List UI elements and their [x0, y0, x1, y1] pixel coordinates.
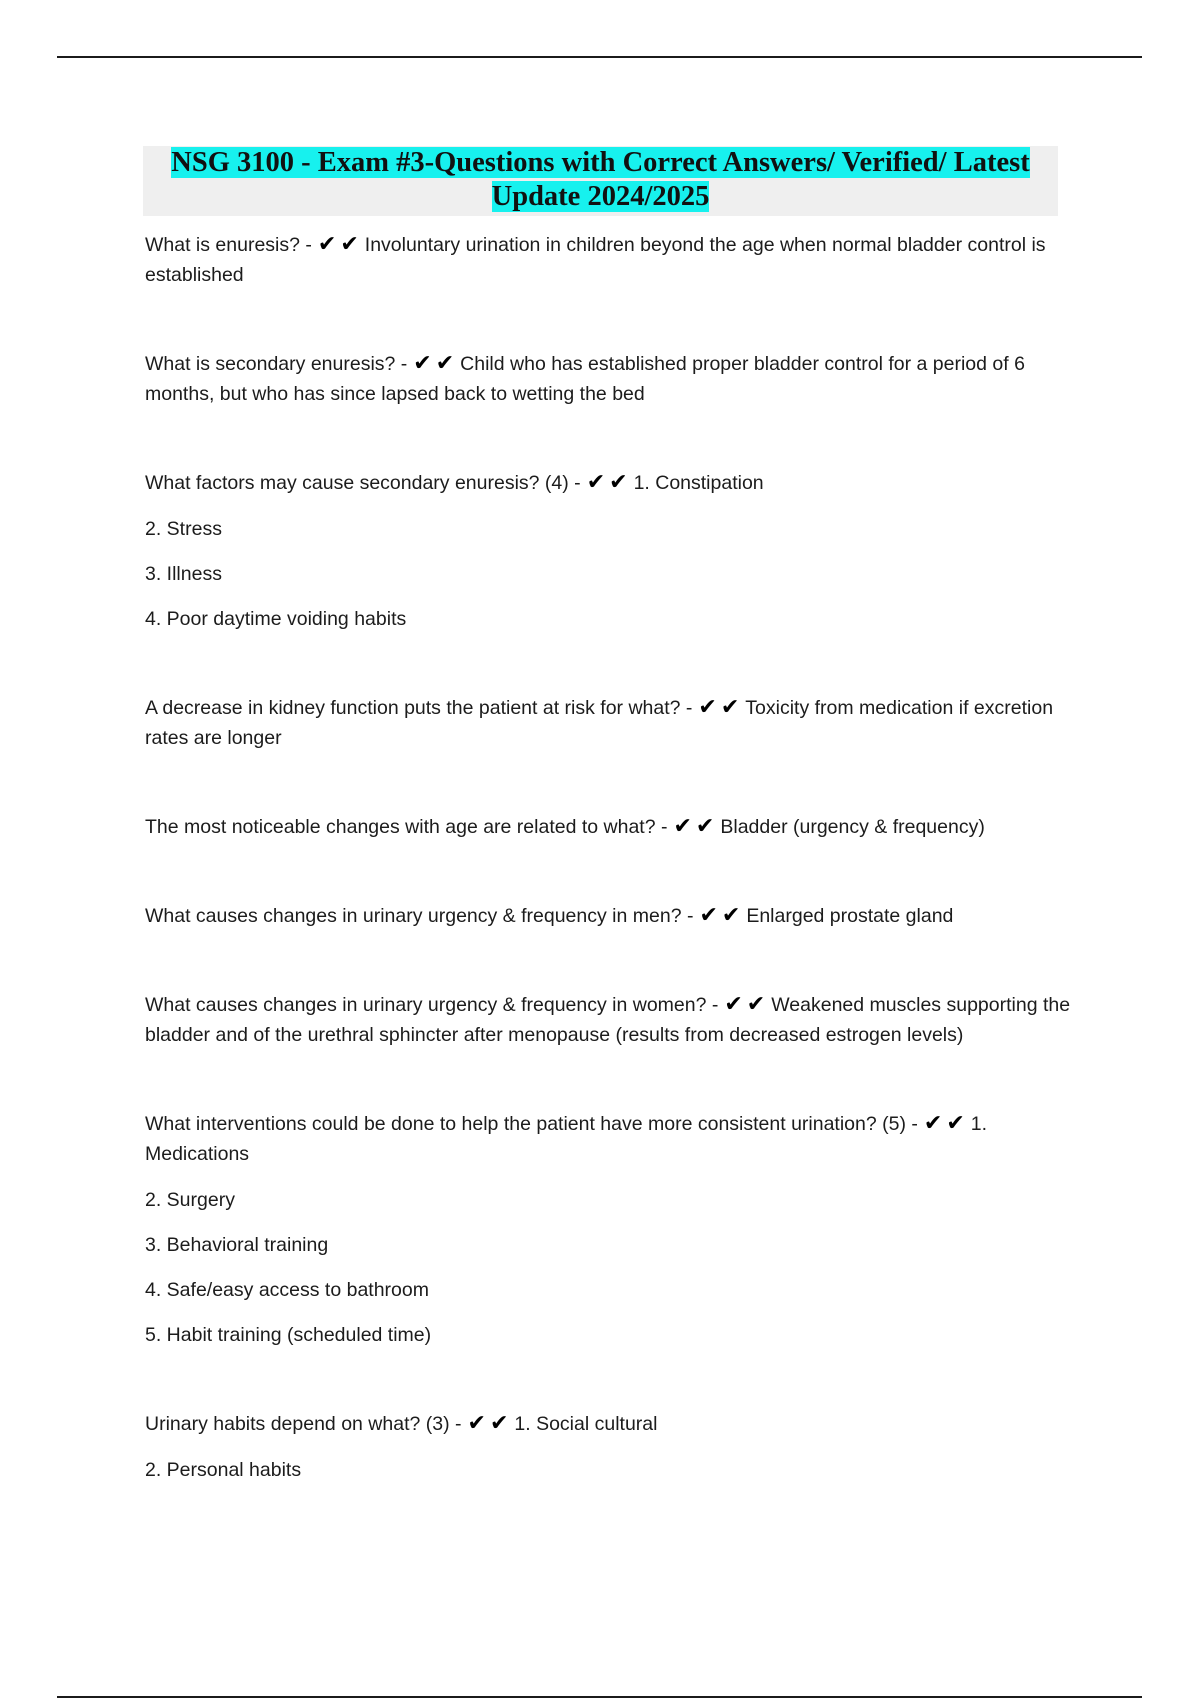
qa-item — [145, 901, 1075, 931]
title-line-2: Update 2024/2025 — [491, 181, 710, 212]
double-check-icon: ✔✔ — [923, 1110, 969, 1135]
answer-text: Toxicity from medication if excretion rates are longer — [145, 697, 1054, 749]
qa-item — [145, 349, 1075, 409]
double-check-icon: ✔✔ — [698, 694, 744, 719]
top-rule — [57, 56, 1142, 58]
qa-item — [145, 1409, 1075, 1485]
title-line-1: NSG 3100 - Exam #3-Questions with Correct Answers/ Verified/ Latest — [171, 147, 1030, 178]
question-text: A decrease in kidney function puts the patient at risk for what? - — [145, 697, 693, 719]
list-item: 4. Poor daytime voiding habits — [145, 608, 407, 630]
double-check-icon: ✔✔ — [673, 813, 719, 838]
list-item: 2. Personal habits — [145, 1459, 302, 1481]
question-text: What is enuresis? - — [145, 234, 312, 256]
answer-text: Child who has established proper bladder control for a period of 6 months, but who has since lapsed back to wetting the bed — [145, 353, 1025, 405]
list-item: 5. Habit training (scheduled time) — [145, 1324, 432, 1346]
list-item: 2. Stress — [145, 518, 222, 540]
qa-item — [145, 812, 1075, 842]
answer-text: Involuntary urination in children beyond the age when normal bladder control is established — [145, 234, 1046, 286]
question-text: What is secondary enuresis? - — [145, 353, 408, 375]
answer-text: Weakened muscles supporting the bladder and of the urethral sphincter after menopause (results from decreased estrogen levels) — [145, 994, 1071, 1046]
double-check-icon: ✔✔ — [724, 991, 770, 1016]
double-check-icon: ✔✔ — [586, 469, 632, 494]
qa-item — [145, 693, 1075, 753]
page-title — [143, 146, 1058, 214]
answer-text: 1. Constipation — [633, 472, 764, 494]
answer-text: Enlarged prostate gland — [746, 905, 954, 927]
answer-text: 1. Medications — [145, 1113, 988, 1165]
double-check-icon: ✔✔ — [317, 231, 363, 256]
question-text: What interventions could be done to help the patient have more consistent urination? (5) - — [145, 1113, 918, 1135]
qa-item — [145, 468, 1075, 634]
question-text: What factors may cause secondary enuresis? (4) - — [145, 472, 581, 494]
double-check-icon: ✔✔ — [699, 902, 745, 927]
question-text: What causes changes in urinary urgency & frequency in men? - — [145, 905, 694, 927]
qa-item — [145, 230, 1075, 290]
question-text: Urinary habits depend on what? (3) - — [145, 1413, 462, 1435]
answer-text: 1. Social cultural — [514, 1413, 658, 1435]
answer-text: Bladder (urgency & frequency) — [720, 816, 985, 838]
list-item: 3. Behavioral training — [145, 1234, 329, 1256]
bottom-rule — [57, 1696, 1142, 1698]
qa-item — [145, 1109, 1075, 1350]
list-item: 2. Surgery — [145, 1189, 235, 1211]
question-text: What causes changes in urinary urgency & frequency in women? - — [145, 994, 719, 1016]
qa-list — [145, 230, 1075, 1544]
qa-item — [145, 990, 1075, 1050]
double-check-icon: ✔✔ — [467, 1410, 513, 1435]
list-item: 4. Safe/easy access to bathroom — [145, 1279, 429, 1301]
double-check-icon: ✔✔ — [413, 350, 459, 375]
question-text: The most noticeable changes with age are related to what? - — [145, 816, 668, 838]
list-item: 3. Illness — [145, 563, 222, 585]
